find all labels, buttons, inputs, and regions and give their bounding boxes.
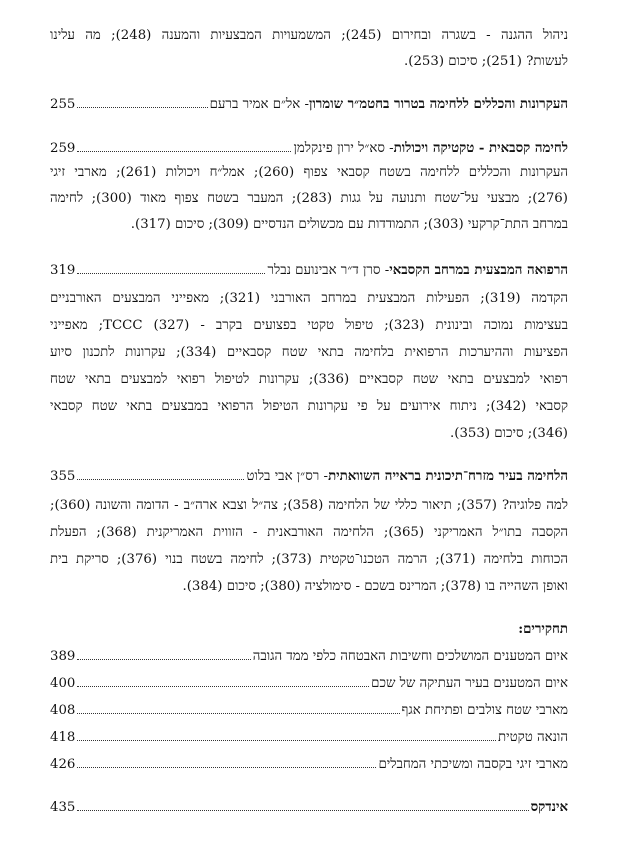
investigation-title: מארבי זיגי בקסבה ומשיכתי המחבלים — [378, 757, 568, 772]
chapter-title: העקרונות והכללים ללחימה בטרור בחטמ״ר שומרון — [308, 97, 568, 112]
page-number: 418 — [50, 730, 76, 745]
investigation-entry[interactable] — [50, 673, 568, 695]
page-number: 408 — [50, 703, 76, 718]
chapter-summary-line: למה פלוגיה? (357); תיאור כללי של הלחימה (358); צה״ל וצבא ארה״ב - הדומה והשונה (360); — [50, 498, 568, 513]
page-number: 389 — [50, 649, 76, 664]
chapter-summary-line: הקדמה (319); הפעילות המבצעית במרחב האורבני (321); מאפייני המבצעים האורבניים — [50, 291, 568, 306]
chapter-summary-line: העקרונות והכללים ללחימה בשטח קסבאי צפוף (260); אמל״ח ויכולות (261); מארבי זיגי — [50, 165, 568, 180]
chapter-title: לחימה קסבאית - טקטיקה ויכולות — [393, 141, 568, 156]
chapter-title: הלחימה בעיר מזרח־תיכונית בראייה השוואתית — [328, 469, 568, 484]
chapter-author: - סא״ל ירון פינקלמן — [293, 141, 394, 156]
chapter-author: - סרן ד״ר אבינועם נבלר — [267, 263, 390, 278]
page-number: 259 — [50, 141, 76, 156]
leader-dots — [77, 810, 528, 811]
investigation-title: איום המטענים המושלכים וחשיבות האבטחה כלפי ממד הגובה — [252, 649, 568, 664]
chapter-heading[interactable] — [50, 94, 568, 116]
chapter-author: - אל״ם אמיר ברעם — [209, 97, 309, 112]
page-number: 255 — [50, 97, 76, 112]
chapter-summary-line: רפואי למבצעים בתאי שטח קסבאיים (336); עקרונות לטיפול רפואי למבצעים בתאי שטח — [50, 372, 568, 387]
chapter-summary-line: הכוחות בלחימה (371); הרמה הטכנו־טקטית (373); לחימה בשטח בנוי (376); סריקת בית — [50, 552, 569, 567]
chapter-summary-line: הפציעות וההיערכות הרפואית בלחימה בתאי שטח קסבאיים (334); עקרונות לתכנון סיוע — [50, 345, 568, 360]
chapter-summary-line: קסבאי (342); ניתוח אירועים על פי עקרונות הטיפול הרפואי במבצעים בתאי שטח קסבאי — [50, 399, 569, 414]
investigation-title: איום המטענים בעיר העתיקה של שכם — [371, 676, 568, 691]
leader-dots — [77, 740, 496, 741]
chapter-author: - רס״ן אבי בלוט — [246, 469, 329, 484]
leader-dots — [77, 151, 291, 152]
chapter-title: הרפואה המבצעית במרחב הקסבאי — [389, 263, 568, 278]
investigation-title: הונאה טקטית — [497, 730, 568, 745]
investigations-heading: תחקירים: — [518, 622, 568, 637]
chapter-heading[interactable] — [50, 260, 568, 282]
page-number: 355 — [50, 469, 76, 484]
chapter-summary-line: הקסבה בתו״ל האמריקני (365); הלחימה האורבאנית - הזווית האמריקנית (368); הפעלת — [50, 525, 568, 540]
chapter-summary-line: ואופן השהייה בו (378); המרינס בשכם - סימולציה (380); סיכום (384). — [182, 579, 568, 594]
page-number: 435 — [50, 800, 76, 815]
chapter-summary-line: (276); מבצעי על־שטח ותנועה על גגות (283); המעבר בשטח צפוף מאוד (300); לחימה — [50, 191, 568, 206]
leader-dots — [77, 713, 399, 714]
page-number: 400 — [50, 676, 76, 691]
intro-line: ניהול ההגנה - בשגרה ובחירום (245); המשמעויות המבצעיות והמענה (248); מה עלינו — [50, 28, 569, 43]
index-entry[interactable] — [50, 797, 568, 819]
leader-dots — [77, 107, 207, 108]
intro-line: לעשות? (251); סיכום (253). — [404, 54, 568, 69]
investigation-entry[interactable] — [50, 700, 568, 722]
chapter-summary-line: (346); סיכום (353). — [450, 426, 568, 441]
leader-dots — [77, 767, 376, 768]
page-number: 319 — [50, 263, 76, 278]
investigation-entry[interactable] — [50, 646, 568, 668]
leader-dots — [77, 273, 265, 274]
investigation-title: מארבי שטח צולבים ופתיחת אגף — [401, 703, 568, 718]
chapter-summary-line: בעצימות נמוכה ובינונית (323); טיפול טקטי בפצועים בקרב - TCCC (327); מאפייני — [50, 318, 568, 333]
index-title: אינדקס — [530, 800, 568, 815]
chapter-summary-line: במרחב התת־קרקעי (303); התמודדות עם מכשולים הנדסיים (309); סיכום (317). — [130, 217, 568, 232]
leader-dots — [77, 479, 244, 480]
page-number: 426 — [50, 757, 76, 772]
investigation-entry[interactable] — [50, 754, 568, 776]
chapter-heading[interactable] — [50, 466, 568, 488]
chapter-heading[interactable] — [50, 138, 568, 160]
leader-dots — [77, 659, 250, 660]
leader-dots — [77, 686, 369, 687]
investigation-entry[interactable] — [50, 727, 568, 749]
